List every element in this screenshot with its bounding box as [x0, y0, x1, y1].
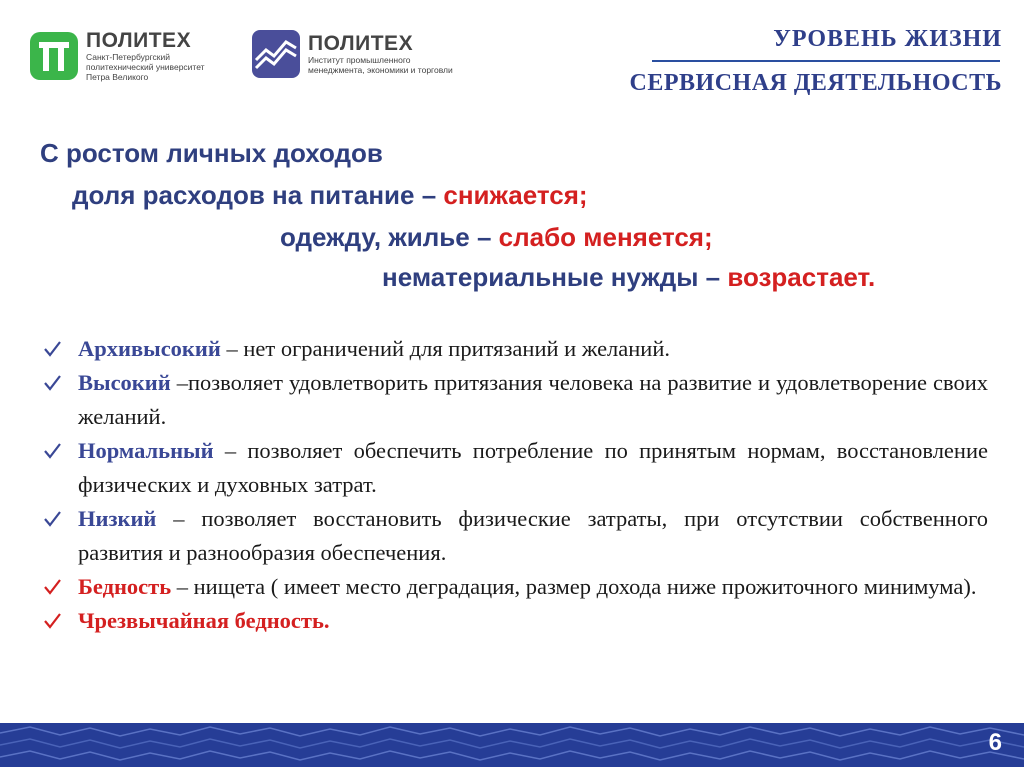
living-standard-levels-list — [42, 332, 988, 638]
list-item — [42, 604, 988, 638]
checkmark-icon — [42, 366, 64, 400]
level-term: Низкий — [78, 506, 157, 531]
logo-name: ПОЛИТЕХ — [308, 32, 414, 55]
level-term: Чрезвычайная бедность. — [78, 608, 330, 633]
level-term: Высокий — [78, 370, 171, 395]
intro-line-1 — [40, 138, 383, 169]
logo-subtitle-line: менеджмента, экономики и торговли — [308, 65, 453, 75]
list-item — [42, 332, 988, 366]
footer-band — [0, 723, 1024, 767]
level-term: Архивысокий — [78, 336, 221, 361]
list-item — [42, 570, 988, 604]
list-item — [42, 502, 988, 570]
level-description: – позволяет восстановить физические затраты, при отсутствии собственного развития и разнообразия обеспечения. — [78, 506, 988, 565]
intro-text: С ростом личных доходов — [40, 138, 383, 168]
checkmark-icon — [42, 570, 64, 604]
polytech-logo — [30, 30, 205, 82]
slide-title: УРОВЕНЬ ЖИЗНИ — [773, 26, 1002, 52]
level-term: Нормальный — [78, 438, 214, 463]
institute-logo — [252, 30, 453, 78]
intro-text: нематериальные нужды – — [382, 262, 728, 292]
intro-highlight: снижается; — [443, 180, 588, 210]
institute-wave-logo-icon — [252, 30, 300, 78]
checkmark-icon — [42, 434, 64, 468]
list-item — [42, 434, 988, 502]
logo-subtitle-line: Институт промышленного — [308, 55, 411, 65]
intro-line-2 — [72, 180, 588, 211]
logo-name: ПОЛИТЕХ — [86, 29, 192, 52]
intro-text: доля расходов на питание – — [72, 180, 444, 210]
logo-subtitle-line: Петра Великого — [86, 72, 149, 82]
logo-subtitle-line: Санкт-Петербургский — [86, 52, 170, 62]
logo-subtitle-line: политехнический университет — [86, 62, 205, 72]
intro-text: одежду, жилье – — [280, 222, 499, 252]
intro-line-4 — [382, 262, 875, 293]
page-number: 6 — [988, 729, 1002, 756]
polytech-pi-logo-icon — [30, 32, 78, 80]
header-divider — [652, 60, 1000, 62]
level-term: Бедность — [78, 574, 172, 599]
slide-subtitle: СЕРВИСНАЯ ДЕЯТЕЛЬНОСТЬ — [629, 70, 1002, 96]
checkmark-icon — [42, 604, 64, 638]
checkmark-icon — [42, 502, 64, 536]
level-description: – нет ограничений для притязаний и желаний. — [220, 336, 671, 361]
level-description: – нищета ( имеет место деградация, размер дохода ниже прожиточного минимума). — [171, 574, 977, 599]
checkmark-icon — [42, 332, 64, 366]
intro-highlight: возрастает. — [727, 262, 876, 292]
intro-line-3 — [280, 222, 713, 253]
level-description: – позволяет обеспечить потребление по принятым нормам, восстановление физических и духовных затрат. — [78, 438, 988, 497]
intro-highlight: слабо меняется; — [498, 222, 713, 252]
footer-wave-pattern — [0, 723, 1024, 767]
level-description: –позволяет удовлетворить притязания человека на развитие и удовлетворение своих желаний. — [78, 370, 988, 429]
list-item — [42, 366, 988, 434]
